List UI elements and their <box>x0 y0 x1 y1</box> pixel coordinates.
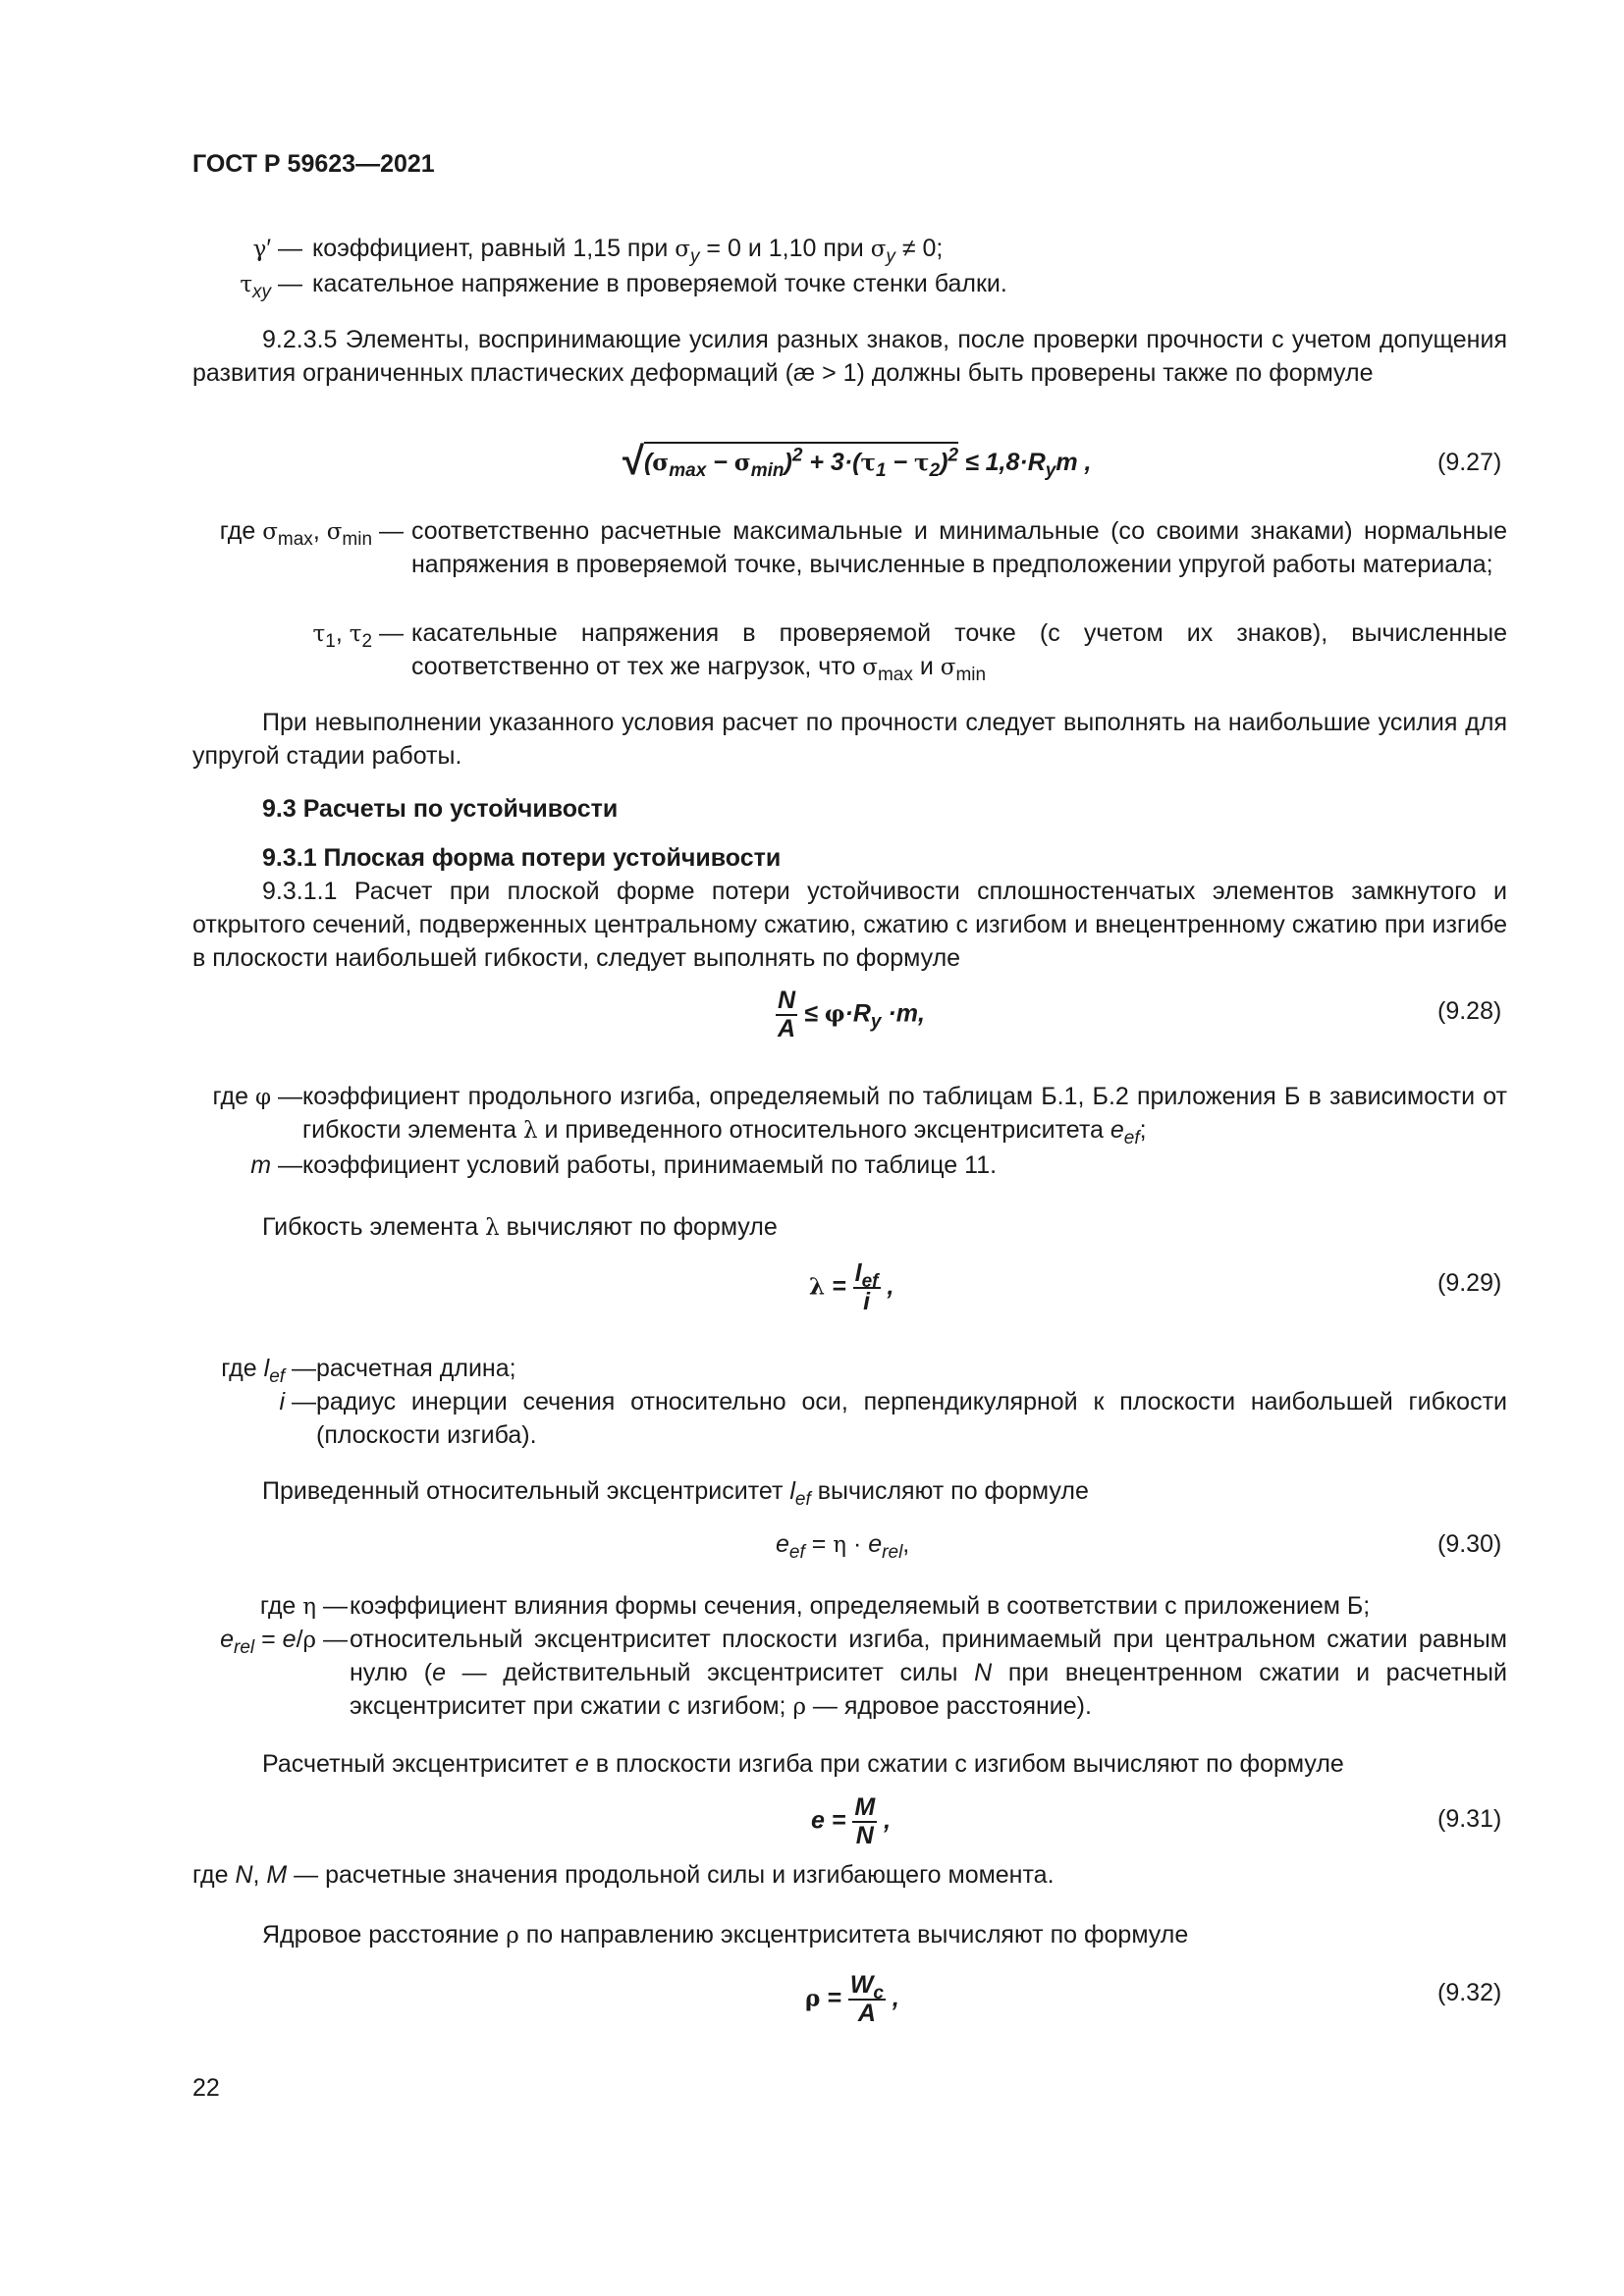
def-i-text: радиус инерции сечения относительно оси, перпендикулярной к плоскости наибольшей гибкости (плоскости изгиба). <box>316 1388 1507 1449</box>
formula-9-30: $e_{ef} = \eta \cdot e_{rel}$, <box>776 1530 910 1563</box>
def-lef-text: расчетная длина; <box>316 1355 516 1382</box>
def-tau12-text: касательные напряжения в проверяемой точке (с учетом их знаков), вычисленные соответственно от тех же нагрузок, что $\sigma_{max}$ и $\sigma_{min}$ <box>411 619 1507 685</box>
equation-number-9-29: (9.29) <box>1437 1269 1502 1297</box>
paragraph-rho: Ядровое расстояние ρ по направлению эксцентриситета вычисляют по формуле <box>262 1921 1189 1949</box>
def-sigma-text: соответственно расчетные максимальные и минимальные (со своими знаками) нормальные напряжения в проверяемой точке, вычисленные в предположении упругой работы материала; <box>411 517 1507 578</box>
def-erel-text: относительный эксцентриситет плоскости изгиба, принимаемый при центральном сжатии равным нулю (e — действительный эксцентриситет силы N при внецентренном сжатии и расчетный эксцентриситет при сжатии с изгибом; ρ — ядровое расстояние). <box>350 1626 1507 1720</box>
def-m-symbol: m — <box>250 1151 302 1179</box>
equation-number-9-30: (9.30) <box>1437 1530 1502 1558</box>
formula-9-27: $√(\sigma_{max} - \sigma_{min})^2 + 3\cdot(\tau_1 - \tau_2)^2 \le 1,8\cdot R_ym$ , <box>623 440 1092 483</box>
page-number: 22 <box>192 2074 220 2102</box>
heading-9-3: 9.3 Расчеты по устойчивости <box>262 795 619 823</box>
def-m-text: коэффициент условий работы, принимаемый по таблице 11. <box>302 1151 998 1179</box>
paragraph-9-3-1-1: 9.3.1.1 Расчет при плоской форме потери устойчивости сплошностенчатых элементов замкнутого и открытого сечений, подверженных центральному сжатию, сжатию с изгибом и внецентренному сжатию при изгибе в плоскости наибольшей гибкости, следует выполнять по формуле <box>192 878 1507 972</box>
def-lef-symbol: где $l_{ef}$ — <box>221 1355 316 1387</box>
def-i-symbol: i — <box>279 1388 316 1415</box>
heading-9-3-1: 9.3.1 Плоская форма потери устойчивости <box>262 844 782 872</box>
def-n-m: где N, M — расчетные значения продольной силы и изгибающего момента. <box>192 1861 1055 1889</box>
def-gamma-text: коэффициент, равный 1,15 при $\sigma_y = 0$ и 1,10 при $\sigma_y \ne 0$; <box>312 235 944 267</box>
def-erel-symbol: $e_{rel} = e/\rho$ — <box>220 1626 348 1658</box>
def-phi-symbol: где φ — <box>212 1083 302 1110</box>
formula-9-31: e = $\frac{M}{N}$ , <box>811 1793 892 1849</box>
paragraph-condition-fail: При невыполнении указанного условия расчет по прочности следует выполнять на наибольшие усилия для упругой стадии работы. <box>192 709 1507 770</box>
def-sigma-symbol: где $\sigma_{max}$, $\sigma_{min}$ — <box>219 517 404 550</box>
def-eta-text: коэффициент влияния формы сечения, определяемый в соответствии с приложением Б; <box>350 1592 1371 1620</box>
formula-9-29: λ = $\frac{l_{ef}}{i}$ , <box>809 1259 894 1315</box>
equation-number-9-32: (9.32) <box>1437 1979 1502 2006</box>
def-tau-text: касательное напряжение в проверяемой точке стенки балки. <box>312 270 1007 297</box>
formula-9-32: ρ = $\frac{W_c}{A}$ , <box>805 1971 899 2027</box>
def-phi-text: коэффициент продольного изгиба, определяемый по таблицам Б.1, Б.2 приложения Б в зависимости от гибкости элемента λ и приведенного относительного эксцентриситета $e_{ef}$; <box>302 1083 1507 1148</box>
paragraph-lambda: Гибкость элемента λ вычисляют по формуле <box>262 1213 778 1241</box>
def-eta-symbol: где η — <box>259 1592 348 1620</box>
document-header: ГОСТ Р 59623—2021 <box>192 150 435 178</box>
formula-9-28: $\frac{N}{A}$ ≤ $\varphi\cdot R_y \cdot m$, <box>778 987 925 1042</box>
equation-number-9-27: (9.27) <box>1437 449 1502 476</box>
def-tau12-symbol: $\tau_1$, $\tau_2$ — <box>312 619 404 652</box>
paragraph-calc-eccentricity: Расчетный эксцентриситет e в плоскости изгиба при сжатии с изгибом вычисляют по формуле <box>262 1750 1344 1778</box>
paragraph-eccentricity: Приведенный относительный эксцентриситет $l_{ef}$ вычисляют по формуле <box>262 1477 1089 1510</box>
def-tau-symbol: $\tau_{xy}$ — <box>240 270 302 302</box>
def-gamma-symbol: γ′ — <box>252 235 302 262</box>
paragraph-9-2-3-5: 9.2.3.5 Элементы, воспринимающие усилия разных знаков, после проверки прочности с учетом допущения развития ограниченных пластических деформаций (æ > 1) должны быть проверены также по формуле <box>192 326 1507 387</box>
equation-number-9-31: (9.31) <box>1437 1805 1502 1833</box>
equation-number-9-28: (9.28) <box>1437 997 1502 1025</box>
